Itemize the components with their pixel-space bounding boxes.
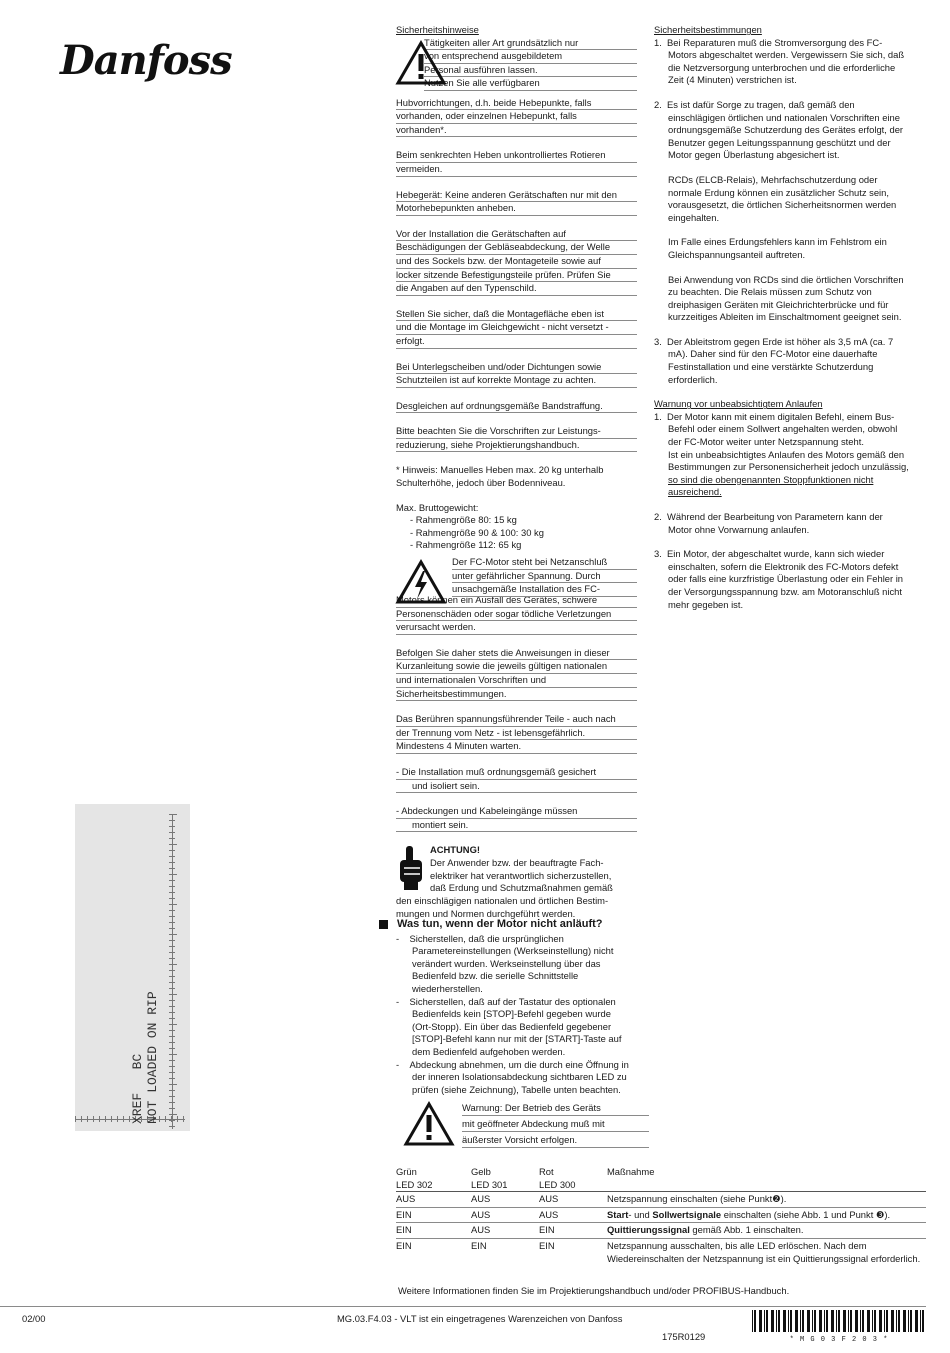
text-line: Kurzanleitung sowie die jeweils gültigen nationalen [396,660,637,674]
text-line: den einschlägigen nationalen und örtlichen Bestim- [396,895,609,907]
scale-tick [169,844,177,845]
table-header-row [396,1166,926,1192]
text-line: locker sitzende Befestigungsteile prüfen. Prüfen Sie [396,269,637,283]
intro-continuation [396,97,637,138]
barcode-bar [908,1310,909,1332]
table-row: EIN EIN EIN Netzspannung ausschalten, bis alle LED erlöschen. Nach dem Wiedereinschalten der Netzspannung ist ein Quittierungssignal erforderlich. [396,1238,926,1266]
barcode-bar [771,1310,774,1332]
barcode-bar [922,1310,924,1332]
scale-tick [169,1012,175,1013]
list-item: - Sicherstellen, daß die ursprünglichen Parametereinstellungen (Werkseinstellung) nicht verändert wurden. Werkseinstellung über das Bedienfeld bzw. die serielle Schnittstelle wiederherstellen. [396,932,614,994]
scale-tick [169,820,175,821]
barcode-bar [759,1310,762,1332]
para-rcd: RCDs (ELCB-Relais), Mehrfachschutzerdung oder normale Erdung können ein zusätzlicher Schutz sein, vorausgesetzt, die örtlichen Sicherheitsnormen werden eingehalten. [668,173,897,223]
text-line: Motorhebepunkten anheben. [396,202,637,216]
check-list [396,933,649,1097]
text-line: und des Sockels bzw. der Montageteile sowie auf [396,255,637,269]
weight-list-title: Max. Bruttogewicht: [396,501,479,513]
text-line: Der FC-Motor steht bei Netzanschluß [452,556,637,570]
text-line: daß Erdung und Schutzmaßnahmen gemäß [430,882,613,894]
barcode-bar [776,1310,777,1332]
barcode-bar [886,1310,888,1332]
text-line: unter gefährlicher Spannung. Durch [452,570,637,584]
scale-tick [169,892,175,893]
para-hinweis [396,464,637,489]
text-line: unsachgemäße Installation des FC- [452,583,637,597]
general-warning-block [396,37,637,97]
dash-item-installation [396,766,637,793]
para-hebegeraet [396,189,637,216]
scale-tick [169,1024,177,1025]
scale-tick [169,1084,177,1085]
text-line: - Die Installation muß ordnungsgemäß gesichert [396,766,637,780]
barcode-bar [754,1310,756,1332]
scale-tick [169,880,175,881]
text-line: * Hinweis: Manuelles Heben max. 20 kg unterhalb [396,464,604,476]
barcode-bar [903,1310,906,1332]
scale-label: XREF BC NOT LOADED ON RIP [130,991,160,1124]
column-safety-regulations [654,24,926,623]
text-line: der Trennung vom Netz - ist lebensgefährlich. [396,727,637,741]
text-line: Das Berühren spannungsführender Teile - auch nach [396,713,637,727]
text-line: vorhanden*. [396,124,637,138]
scale-tick [169,1072,175,1073]
text-line: reduzierung, siehe Projektierungshandbuch. [396,439,637,453]
barcode-bar [819,1310,822,1332]
section-title-row [379,918,649,931]
para-leistung [396,425,637,452]
column-header: Maßnahme [607,1166,926,1192]
scale-tick [75,1116,76,1122]
text-line: Bitte beachten Sie die Vorschriften zur Leistungs- [396,425,637,439]
scale-ruler-vertical [172,814,173,1129]
scale-tick [169,1114,177,1115]
text-line: Der Anwender bzw. der beauftragte Fach- [430,856,604,868]
danfoss-logo [56,30,232,88]
shock-warning-block [396,556,637,594]
list-item: 1. Bei Reparaturen muß die Stromversorgung des FC- Motors abgeschaltet werden. Vergewissern Sie sich, daß die Netzversorgung unterbrochen und die erforderliche Zeit (4 Minuten) verstrichen ist. [654,36,905,86]
scale-tick [165,1116,166,1122]
text-line: Befolgen Sie daher stets die Anweisungen in dieser [396,647,637,661]
scale-tick [169,1000,175,1001]
barcode-bar [874,1310,876,1332]
scale-tick [169,940,175,941]
registration-scale-box [75,804,190,1131]
list-item: - Rahmengröße 112: 65 kg [410,539,522,551]
list-item: 1. Der Motor kann mit einem digitalen Befehl, einem Bus- Befehl oder einem Sollwert angehalten werden, obwohl der FC-Motor weiter unter Netzspannung steht. Ist ein unbeabsichtigtes Anlaufen des Motors gemäß den Bestimmungen zur Personensicherheit jedoch unzulässig, so sind die obengenannten Stoppfunktionen nicht ausreichend. [654,410,909,498]
scale-tick [169,874,177,875]
footer-part-code: 175R0129 [662,1331,706,1342]
text-line: verursacht werden. [396,621,637,635]
barcode-bar [814,1310,816,1332]
para-lifting [396,149,637,176]
scale-tick [169,1054,177,1055]
barcode-bar [807,1310,810,1332]
heading-warnung-anlaufen: Warnung vor unbeabsichtigtem Anlaufen [654,398,823,410]
scale-tick [169,1036,175,1037]
text-line: mungen und Normen durchgeführt werden. [396,907,576,919]
scale-tick [169,1042,175,1043]
barcode-bar [862,1310,864,1332]
para-beruehren [396,713,637,754]
footer-doc-info: MG.03.F4.03 - VLT ist ein eingetragenes Warenzeichen von Danfoss [337,1313,623,1324]
high-voltage-icon [396,560,446,604]
footer-date: 02/00 [22,1313,46,1324]
text-line: Motors können ein Ausfall des Gerätes, schwere [396,594,637,608]
text-line: Schulterhöhe, jedoch über Bodenniveau. [396,477,566,489]
scale-tick [169,1102,175,1103]
heading-sicherheitshinweise: Sicherheitshinweise [396,24,479,35]
pointing-hand-icon [396,844,426,892]
text-line: vorhanden, oder einzelnen Hebepunkt, falls [396,110,637,124]
scale-tick [117,1116,118,1122]
scale-tick [169,976,175,977]
weight-list [396,502,637,552]
scale-tick [169,958,175,959]
barcode-bar [838,1310,840,1332]
barcode-bars [752,1310,926,1332]
barcode-bar [860,1310,861,1332]
scale-tick [183,1116,184,1122]
barcode-bar [843,1310,846,1332]
logo-wordmark: Danfoss [60,37,232,84]
scale-tick [169,1126,175,1127]
scale-tick [169,982,175,983]
text-line: Mindestens 4 Minuten warten. [396,740,637,754]
text-line: Beim senkrechten Heben unkontrolliertes Rotieren [396,149,637,163]
scale-tick [169,1066,175,1067]
barcode [752,1310,926,1344]
intro-line: Personal ausführen lassen. [424,64,637,78]
scale-tick [169,922,175,923]
text-line: Vor der Installation die Gerätschaften auf [396,228,637,242]
list-item: - Sicherstellen, daß auf der Tastatur des optionalen Bedienfelds kein [STOP]-Befehl gegeben wurde (Ort-Stopp). Ein über das Bedienfeld gegebener [STOP]-Befehl kann nur mit der [START]-Taste auf dem Bedienfeld aufgehoben werden. [396,995,622,1057]
achtung-title: ACHTUNG! [430,844,480,856]
section-title: Was tun, wenn der Motor nicht anläuft? [397,918,603,930]
scale-tick [87,1116,88,1122]
barcode-bar [867,1310,870,1332]
text-line: und die Montage im Gleichgewicht - nicht versetzt - [396,321,637,335]
para-befolgen [396,647,637,701]
scale-tick [169,886,175,887]
barcode-bar [884,1310,885,1332]
barcode-bar [891,1310,894,1332]
barcode-bar [790,1310,792,1332]
led-status-table [396,1166,926,1266]
barcode-bar [788,1310,789,1332]
column-header: Rot LED 300 [539,1166,607,1192]
scale-tick [169,850,175,851]
text-line: - Abdeckungen und Kabeleingänge müssen [396,805,637,819]
achtung-block [396,844,637,895]
table-row: AUS AUS AUS Netzspannung einschalten (siehe Punkt❷). [396,1192,926,1208]
barcode-bar [766,1310,768,1332]
scale-tick [169,1006,175,1007]
scale-tick [169,1018,175,1019]
scale-tick [169,952,175,953]
scale-tick [169,832,175,833]
scale-tick [169,1078,175,1079]
scale-tick [169,910,175,911]
barcode-text: * M G 0 3 F 2 0 3 * [789,1335,889,1344]
text-line: elektriker hat verantwortlich sicherzustellen, [430,869,612,881]
scale-tick [169,1108,175,1109]
text-line: Beschädigungen der Gebläseabdeckung, der Welle [396,241,637,255]
para-anwendung: Bei Anwendung von RCDs sind die örtlichen Vorschriften zu beachten. Die Relais müssen zum Schutz von dreiphasigen Geräten mit Gleichrichterbrücke und für kurzzeitiges Ableiten im Einschaltmoment geeignet sein. [668,273,904,323]
barcode-bar [831,1310,834,1332]
scale-tick [169,856,175,857]
text-line: erfolgt. [396,335,637,349]
intro-line: Nutzen Sie alle verfügbaren [424,77,637,91]
barcode-bar [910,1310,912,1332]
achtung-continuation [396,895,637,920]
regulations-list [654,37,926,162]
barcode-bar [795,1310,798,1332]
scale-tick [169,1048,175,1049]
scale-tick [169,1030,175,1031]
list-item: - Rahmengröße 80: 15 kg [410,514,517,526]
text-line: Hubvorrichtungen, d.h. beide Hebepunkte, falls [396,97,637,111]
scale-tick [169,928,175,929]
scale-tick [169,1090,175,1091]
barcode-bar [764,1310,765,1332]
column-header: Gelb LED 301 [471,1166,539,1192]
barcode-bar [826,1310,828,1332]
column-header: Grün LED 302 [396,1166,471,1192]
scale-tick [169,1120,175,1121]
text-line: Hebegerät: Keine anderen Gerätschaften nur mit den [396,189,637,203]
scale-tick [171,1116,172,1122]
warning-triangle-icon [396,41,446,85]
barcode-bar [920,1310,921,1332]
text-line: Stellen Sie sicher, daß die Montagefläche eben ist [396,308,637,322]
barcode-bar [879,1310,882,1332]
para-fehler: Im Falle eines Erdungsfehlers kann im Fehlstrom ein Gleichspannungsanteil auftreten. [668,236,887,260]
cover-warning-block [396,1100,649,1150]
text-line: montiert sein. [396,819,637,833]
text-line: die Angaben auf den Typenschild. [396,282,637,296]
barcode-bar [898,1310,900,1332]
scale-tick [81,1116,82,1122]
intro-line: von entsprechend ausgebildetem [424,50,637,64]
scale-tick [169,934,177,935]
square-bullet-icon [379,920,388,929]
text-line: Personenschäden oder sogar tödliche Verletzungen [396,608,637,622]
table-row: EIN AUS EIN Quittierungssignal gemäß Abb. 1 einschalten. [396,1223,926,1239]
scale-tick [169,904,177,905]
cover-warning-text: Warnung: Der Betrieb des Geräts mit geöffneter Abdeckung muß mit äußerster Vorsicht erfolgen. [462,1100,649,1148]
scale-tick [169,814,177,815]
dash-item-covers [396,805,637,832]
scale-tick [169,862,175,863]
text-line: Sicherheitsbestimmungen. [396,688,637,702]
scale-tick [169,1060,175,1061]
intro-line: Tätigkeiten aller Art grundsätzlich nur [424,37,637,51]
para-band [396,400,637,414]
startup-warning-list [654,411,926,611]
table-row: EIN AUS AUS Start- und Sollwertsignale einschalten (siehe Abb. 1 und Punkt ❸). [396,1207,926,1223]
scale-tick [93,1116,94,1122]
list-item: 3. Ein Motor, der abgeschaltet wurde, kann sich wieder einschalten, sofern die Elektronik des FC-Motors defekt oder falls eine kurzfristige Überlastung oder ein Fehler in der Versorgungsspannung bzw. am Motoranschluß nicht mehr gegeben ist. [654,548,904,610]
para-montage [396,308,637,349]
barcode-bar [783,1310,786,1332]
scale-tick [169,1096,175,1097]
scale-tick [105,1116,106,1122]
list-item: 2. Es ist dafür Sorge zu tragen, daß gemäß den einschlägigen örtlichen und nationalen Vorschriften eine ordnungsgemäße Schutzerdung des Gerätes erfolgt, der Benutzer gegen Leitungsspannung geschützt und der Motor gegen Überlastung abgesichert ist. [654,98,904,161]
scale-tick [169,994,177,995]
scale-tick [177,1116,178,1122]
scale-tick [111,1116,112,1122]
footer-divider [0,1306,926,1307]
regulations-list-3 [654,336,926,386]
barcode-bar [752,1310,753,1332]
barcode-bar [836,1310,837,1332]
barcode-bar [850,1310,852,1332]
section-motor-not-starting [379,918,649,1150]
barcode-bar [915,1310,918,1332]
barcode-bar [872,1310,873,1332]
para-scheiben [396,361,637,388]
barcode-bar [800,1310,801,1332]
text-line: Bei Unterlegscheiben und/oder Dichtungen sowie [396,361,637,375]
text-line: Desgleichen auf ordnungsgemäße Bandstraffung. [396,400,637,414]
column-safety-notes [396,24,637,921]
further-info: Weitere Informationen finden Sie im Projektierungshandbuch und/oder PROFIBUS-Handbuch. [398,1285,790,1296]
scale-tick [169,898,175,899]
warning-triangle-icon [404,1102,454,1146]
scale-tick [169,916,175,917]
scale-tick [169,946,175,947]
text-line: vermeiden. [396,163,637,177]
heading-sicherheitsbestimmungen: Sicherheitsbestimmungen [654,24,762,35]
list-item: 2. Während der Bearbeitung von Parametern kann der Motor ohne Vorwarnung anlaufen. [654,511,883,535]
list-item: 3. Der Ableitstrom gegen Erde ist höher als 3,5 mA (ca. 7 mA). Daher sind für den FC-Motor eine dauerhafte Festinstallation und eine verstärkte Schutzerdung erforderlich. [654,335,894,385]
scale-tick [169,838,175,839]
barcode-bar [896,1310,897,1332]
para-install [396,228,637,296]
scale-tick [169,970,175,971]
scale-tick [169,964,177,965]
barcode-bar [855,1310,858,1332]
text-line: Schutzteilen ist auf korrekte Montage zu achten. [396,374,637,388]
scale-tick [123,1116,124,1122]
text-line: und isoliert sein. [396,780,637,794]
barcode-bar [802,1310,804,1332]
list-item: - Rahmengröße 90 & 100: 30 kg [410,526,544,538]
barcode-bar [824,1310,825,1332]
barcode-bar [812,1310,813,1332]
scale-tick [169,826,175,827]
list-item: - Abdeckung abnehmen, um die durch eine Öffnung in der inneren Isolationsabdeckung sichtbaren LED zu prüfen (siehe Zeichnung), Tabelle unten beachten. [396,1058,629,1095]
barcode-bar [778,1310,780,1332]
barcode-bar [848,1310,849,1332]
text-line: und internationalen Vorschriften und [396,674,637,688]
scale-tick [169,988,175,989]
scale-tick [169,868,175,869]
scale-tick [99,1116,100,1122]
